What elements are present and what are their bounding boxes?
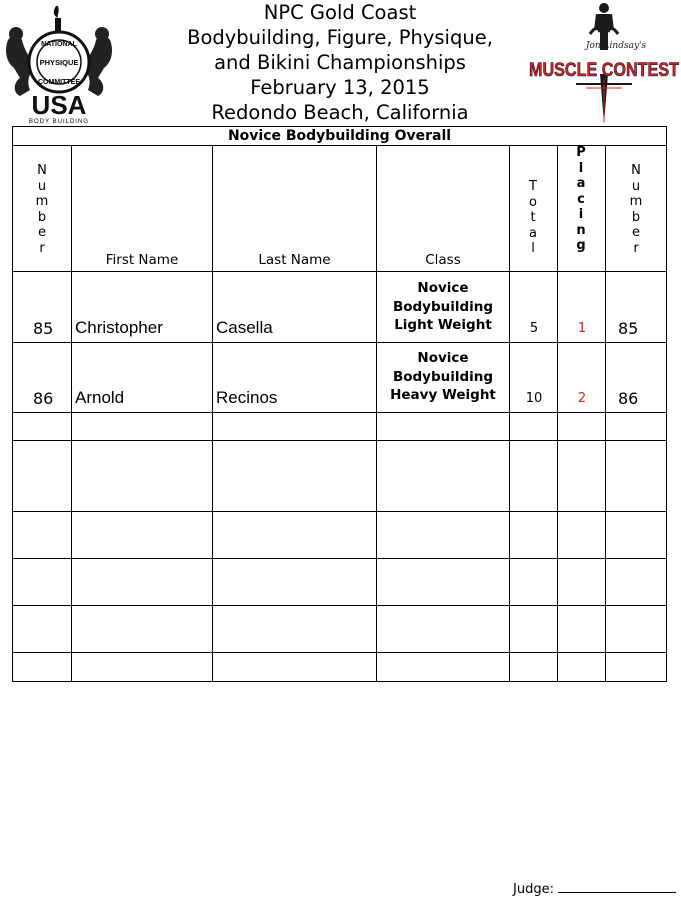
usa-text: USA [31, 90, 87, 120]
row-divider [13, 440, 666, 441]
event-location: Redondo Beach, California [211, 101, 469, 124]
row-total: 10 [525, 391, 543, 406]
row-last-name: Recinos [216, 388, 278, 407]
row-placing: 1 [577, 321, 587, 336]
row-placing: 2 [577, 391, 587, 406]
header-total: T o t a l [529, 179, 537, 256]
header-last-name: Last Name [258, 252, 331, 268]
judge-blank [558, 880, 676, 893]
npc-usa-logo [0, 0, 118, 126]
row-divider [13, 412, 666, 413]
col-divider [212, 146, 213, 681]
logo-main-text: MUSCLE CONTEST [529, 60, 680, 81]
col-divider [605, 146, 606, 681]
row-divider [13, 558, 666, 559]
row-number-right: 85 [618, 319, 639, 338]
row-divider [13, 342, 666, 343]
seal-bottom-text: COMMITTEE [38, 79, 80, 86]
col-divider [71, 146, 72, 681]
row-total: 5 [529, 321, 539, 336]
logo-script-text: Jon Lindsay's [585, 41, 647, 51]
judge-signature-line [513, 880, 676, 897]
muscle-contest-logo [524, 0, 681, 126]
results-table [12, 126, 667, 682]
body-building-text: BODY BUILDING [29, 119, 89, 125]
table-title: Novice Bodybuilding Overall [13, 127, 666, 146]
row-number-right: 86 [618, 389, 639, 408]
event-header [150, 0, 530, 125]
row-divider [13, 271, 666, 272]
row-first-name: Christopher [75, 318, 163, 337]
col-divider [509, 146, 510, 681]
row-number: 86 [33, 389, 54, 408]
row-last-name: Casella [216, 318, 273, 337]
judge-label: Judge: [513, 882, 554, 897]
header-class: Class [425, 252, 461, 268]
event-divisions: Bodybuilding, Figure, Physique, [187, 26, 493, 49]
header-first-name: First Name [105, 252, 179, 268]
event-name: NPC Gold Coast [263, 1, 417, 24]
seal-center-text: PHYSIQUE [39, 58, 79, 67]
header-number-left: N u m b e r [35, 163, 49, 256]
row-first-name: Arnold [75, 388, 125, 407]
row-divider [13, 652, 666, 653]
row-number: 85 [33, 319, 54, 338]
row-divider [13, 511, 666, 512]
seal-top-text: NATIONAL [41, 41, 77, 48]
row-divider [13, 605, 666, 606]
col-divider [376, 146, 377, 681]
event-championships: and Bikini Championships [214, 51, 466, 74]
event-date: February 13, 2015 [250, 76, 430, 99]
col-divider [557, 146, 558, 681]
header-number-right: N u m b e r [629, 163, 643, 256]
row-class: Novice Bodybuilding Heavy Weight [390, 350, 496, 403]
header-placing: P l a c i n g [576, 145, 586, 253]
row-class: Novice Bodybuilding Light Weight [392, 280, 494, 333]
